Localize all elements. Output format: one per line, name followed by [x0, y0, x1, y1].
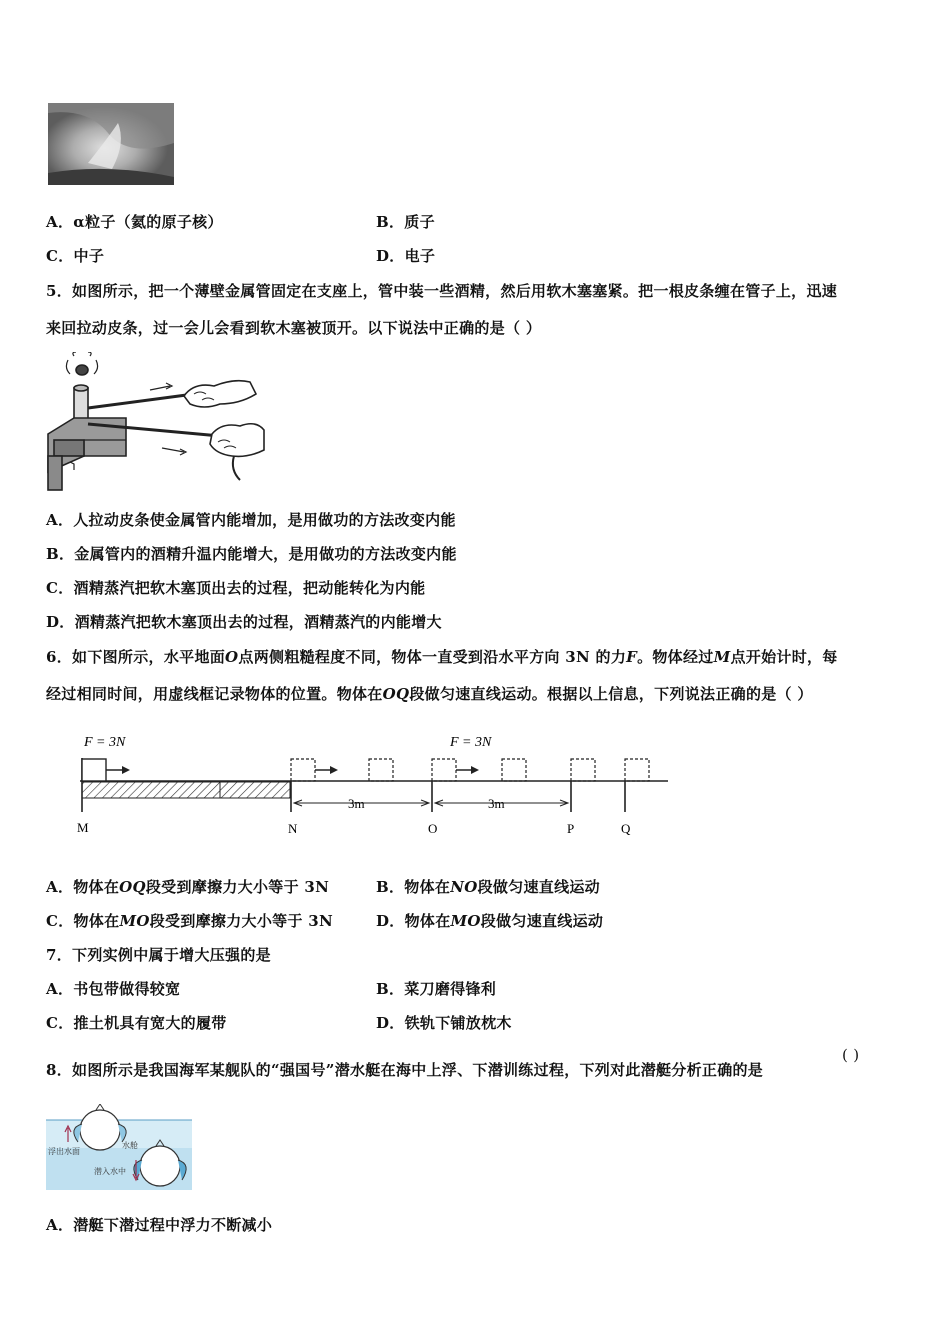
- submarine-figure: [46, 1104, 192, 1190]
- q8-stem: 8．如图所示是我国海军某舰队的“强国号”潜水艇在海中上浮、下潜训练过程，下列对此潜艇分析正确的是: [46, 1061, 764, 1079]
- q6-stem-line1: 6．如下图所示，水平地面O点两侧粗糙程度不同，物体一直受到沿水平方向 3N 的力F。物体经过M点开始计时，每: [46, 648, 838, 666]
- q6-option-a: A．物体在OQ段受到摩擦力大小等于 3N: [46, 878, 330, 896]
- distance-label-2: 3m: [488, 796, 505, 811]
- q6-option-d: D．物体在MO段做匀速直线运动: [376, 912, 604, 930]
- q4-option-d: D．电子: [376, 247, 436, 265]
- point-q: Q: [621, 821, 631, 836]
- q7-option-d: D．铁轨下铺放枕木: [376, 1014, 512, 1032]
- q5-option-b: B．金属管内的酒精升温内能增大，是用做功的方法改变内能: [46, 545, 457, 563]
- alpha-particle-photo: [48, 103, 174, 185]
- q7-stem: 7．下列实例中属于增大压强的是: [46, 946, 271, 964]
- point-o: O: [428, 821, 438, 836]
- q5-option-c: C．酒精蒸汽把软木塞顶出去的过程，把动能转化为内能: [46, 579, 426, 597]
- label-water-tank: 水舱: [122, 1141, 138, 1150]
- q7-option-c: C．推土机具有宽大的履带: [46, 1014, 227, 1032]
- q7-option-a: A．书包带做得较宽: [46, 980, 181, 998]
- q5-stem-line1: 5．如图所示，把一个薄壁金属管固定在支座上，管中装一些酒精，然后用软木塞塞紧。把一根皮条缠在管子上，迅速: [46, 282, 838, 300]
- force-label-2: F = 3N: [450, 735, 492, 750]
- q6-option-b: B．物体在NO段做匀速直线运动: [376, 878, 600, 896]
- q6-option-c: C．物体在MO段受到摩擦力大小等于 3N: [46, 912, 334, 930]
- q8-option-a: A．潜艇下潜过程中浮力不断减小: [46, 1216, 273, 1234]
- q6-stem-line2: 经过相同时间，用虚线框记录物体的位置。物体在OQ段做匀速直线运动。根据以上信息，下列说法正确的是（ ）: [46, 685, 813, 703]
- q4-option-a: A．α粒子（氦的原子核）: [46, 213, 223, 231]
- label-dive: 潜入水中: [94, 1167, 126, 1176]
- q5-option-d: D．酒精蒸汽把软木塞顶出去的过程，酒精蒸汽的内能增大: [46, 613, 442, 631]
- force-label-1: F = 3N: [84, 735, 126, 750]
- q4-option-b: B．质子: [376, 213, 435, 231]
- motion-diagram: [70, 728, 680, 840]
- q5-option-a: A．人拉动皮条使金属管内能增加，是用做功的方法改变内能: [46, 511, 456, 529]
- point-p: P: [567, 821, 575, 836]
- point-n: N: [288, 821, 298, 836]
- metal-tube-friction-figure: [44, 352, 266, 492]
- distance-label-1: 3m: [348, 796, 365, 811]
- q5-stem-line2: 来回拉动皮条，过一会儿会看到软木塞被顶开。以下说法中正确的是（ ）: [46, 319, 542, 337]
- point-m: M: [77, 820, 89, 835]
- label-float: 浮出水面: [48, 1147, 80, 1156]
- q4-option-c: C．中子: [46, 247, 105, 265]
- q8-answer-bracket: ( ): [842, 1046, 860, 1064]
- q7-option-b: B．菜刀磨得锋利: [376, 980, 497, 998]
